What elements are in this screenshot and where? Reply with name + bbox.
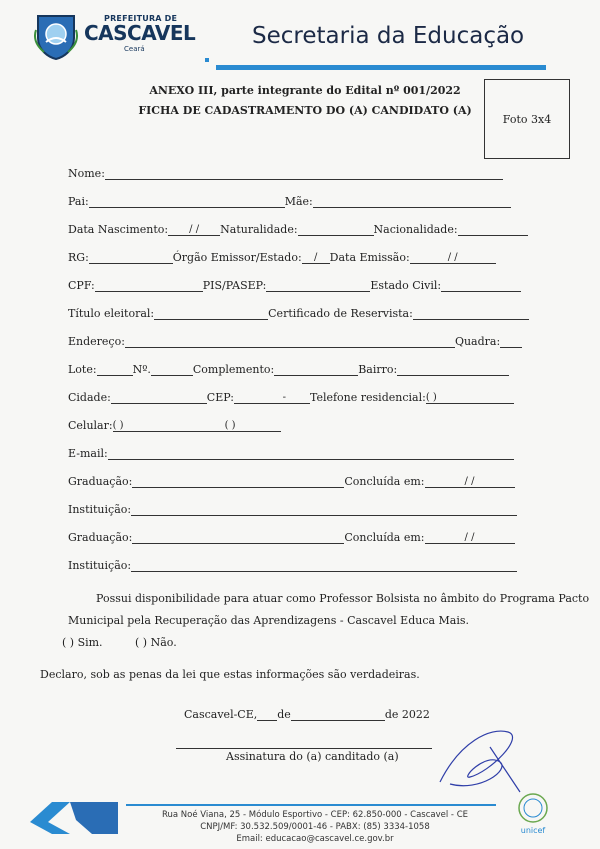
field-lote[interactable] <box>97 365 133 376</box>
field-email[interactable] <box>108 449 514 460</box>
label-graduacao: Graduação: <box>68 475 133 488</box>
row-parents <box>68 195 511 211</box>
field-pai[interactable] <box>89 197 285 208</box>
row-cidade <box>68 391 514 407</box>
place-date-row <box>184 708 430 721</box>
field-naturalidade[interactable] <box>298 225 374 236</box>
footer-divider <box>126 804 496 806</box>
row-rg <box>68 251 496 267</box>
field-cidade[interactable] <box>111 393 207 404</box>
row-cpf <box>68 279 521 295</box>
declaration-text: Declaro, sob as penas da lei que estas informações são verdadeiras. <box>40 668 420 681</box>
label-instituicao: Instituição: <box>68 559 132 572</box>
label-cidade: Cidade: <box>68 391 111 404</box>
field-nacionalidade[interactable] <box>458 225 528 236</box>
field-celular-2[interactable]: ( ) <box>225 421 281 432</box>
field-titulo-eleitoral[interactable] <box>154 309 268 320</box>
label-graduacao: Graduação: <box>68 531 133 544</box>
label-instituicao: Instituição: <box>68 503 132 516</box>
row-birth <box>68 223 528 239</box>
field-concluida-em-1[interactable]: / / <box>425 477 515 488</box>
option-yes-checkbox[interactable]: ( ) Sim. <box>62 636 103 649</box>
label-mae: Mãe: <box>284 195 313 208</box>
row-lote <box>68 363 509 379</box>
field-cpf[interactable] <box>95 281 203 292</box>
label-bairro: Bairro: <box>358 363 398 376</box>
label-nacionalidade: Nacionalidade: <box>373 223 458 236</box>
header-divider <box>216 65 546 70</box>
logo-small-text: PREFEITURA DE <box>104 14 178 23</box>
field-cep[interactable]: - <box>234 393 286 404</box>
field-rg[interactable] <box>89 253 173 264</box>
field-graduacao-1[interactable] <box>132 477 344 488</box>
form-title: FICHA DE CADASTRAMENTO DO (A) CANDIDATO (A) <box>138 104 472 117</box>
field-graduacao-2[interactable] <box>132 533 344 544</box>
field-instituicao-2[interactable] <box>131 561 517 572</box>
field-telefone-residencial[interactable]: ( ) <box>426 393 514 404</box>
label-concluida-em: Concluída em: <box>344 531 425 544</box>
place-city: Cascavel-CE, <box>184 708 258 721</box>
label-rg: RG: <box>68 251 89 264</box>
row-celular <box>68 419 281 435</box>
unicef-label: unicef <box>520 826 546 835</box>
place-de-1: de <box>277 708 291 721</box>
city-emblem-icon <box>34 12 78 60</box>
photo-label: Foto 3x4 <box>502 113 552 126</box>
label-titulo-eleitoral: Título eleitoral: <box>68 307 155 320</box>
field-endereco[interactable] <box>125 337 455 348</box>
field-numero[interactable] <box>151 365 193 376</box>
signature-line[interactable] <box>176 748 432 749</box>
label-email: E-mail: <box>68 447 108 460</box>
label-data-nascimento: Data Nascimento: <box>68 223 169 236</box>
label-celular: Celular: <box>68 419 113 432</box>
field-orgao-emissor[interactable]: / <box>302 253 330 264</box>
place-de-2: de 2022 <box>384 708 430 721</box>
label-complemento: Complemento: <box>192 363 275 376</box>
decorative-dot <box>205 58 209 62</box>
label-naturalidade: Naturalidade: <box>220 223 298 236</box>
label-orgao-emissor: Órgão Emissor/Estado: <box>172 251 302 264</box>
row-nome <box>68 167 503 183</box>
label-pis-pasep: PIS/PASEP: <box>202 279 267 292</box>
label-nome: Nome: <box>68 167 105 180</box>
department-title: Secretaria da Educação <box>252 23 525 49</box>
logo-state-name: Ceará <box>124 45 145 53</box>
field-mae[interactable] <box>313 197 511 208</box>
signature-label: Assinatura do (a) canditado (a) <box>226 750 399 763</box>
row-endereco <box>68 335 522 351</box>
availability-line-2: Municipal pela Recuperação das Aprendizagens - Cascavel Educa Mais. <box>68 614 470 627</box>
handwritten-signature-icon <box>430 722 530 802</box>
field-certificado-reservista[interactable] <box>413 309 529 320</box>
annex-title: ANEXO III, parte integrante do Edital nº 001/2022 <box>149 84 461 97</box>
row-graduacao-2 <box>68 531 515 547</box>
row-instituicao-1 <box>68 503 517 519</box>
field-day[interactable] <box>257 710 277 721</box>
label-cep: CEP: <box>206 391 234 404</box>
row-email <box>68 447 514 463</box>
field-complemento[interactable] <box>274 365 358 376</box>
field-cep-suffix[interactable] <box>286 393 310 404</box>
label-cpf: CPF: <box>68 279 95 292</box>
logo-city-name: CASCAVEL <box>84 21 196 45</box>
field-data-emissao[interactable]: / / <box>410 253 496 264</box>
field-quadra[interactable] <box>500 337 522 348</box>
field-concluida-em-2[interactable]: / / <box>425 533 515 544</box>
availability-line-1: Possui disponibilidade para atuar como Professor Bolsista no âmbito do Programa Pacto <box>96 592 590 605</box>
label-numero: Nº. <box>132 363 151 376</box>
field-bairro[interactable] <box>397 365 509 376</box>
field-celular-1[interactable]: ( ) <box>113 421 225 432</box>
field-nome[interactable] <box>105 169 503 180</box>
footer-cnpj: CNPJ/MF: 30.532.509/0001-46 - PABX: (85) 3334-1058 <box>200 822 430 832</box>
photo-box <box>484 79 570 159</box>
row-instituicao-2 <box>68 559 517 575</box>
field-month[interactable] <box>291 710 385 721</box>
label-concluida-em: Concluída em: <box>344 475 425 488</box>
label-pai: Pai: <box>68 195 89 208</box>
label-telefone-residencial: Telefone residencial: <box>309 391 426 404</box>
field-pis-pasep[interactable] <box>266 281 370 292</box>
footer-address: Rua Noé Viana, 25 - Módulo Esportivo - CEP: 62.850-000 - Cascavel - CE <box>161 810 469 820</box>
field-estado-civil[interactable] <box>441 281 521 292</box>
label-estado-civil: Estado Civil: <box>370 279 442 292</box>
label-endereco: Endereço: <box>68 335 125 348</box>
row-documents <box>68 307 529 323</box>
field-data-nascimento[interactable]: / / <box>168 225 220 236</box>
label-data-emissao: Data Emissão: <box>329 251 410 264</box>
footer-email: Email: educacao@cascavel.ce.gov.br <box>236 834 394 844</box>
label-certificado-reservista: Certificado de Reservista: <box>268 307 413 320</box>
label-lote: Lote: <box>68 363 97 376</box>
label-quadra: Quadra: <box>454 335 501 348</box>
row-graduacao-1 <box>68 475 515 491</box>
field-instituicao-1[interactable] <box>131 505 517 516</box>
option-no-checkbox[interactable]: ( ) Não. <box>135 636 177 649</box>
unicef-seal-icon <box>510 792 556 836</box>
